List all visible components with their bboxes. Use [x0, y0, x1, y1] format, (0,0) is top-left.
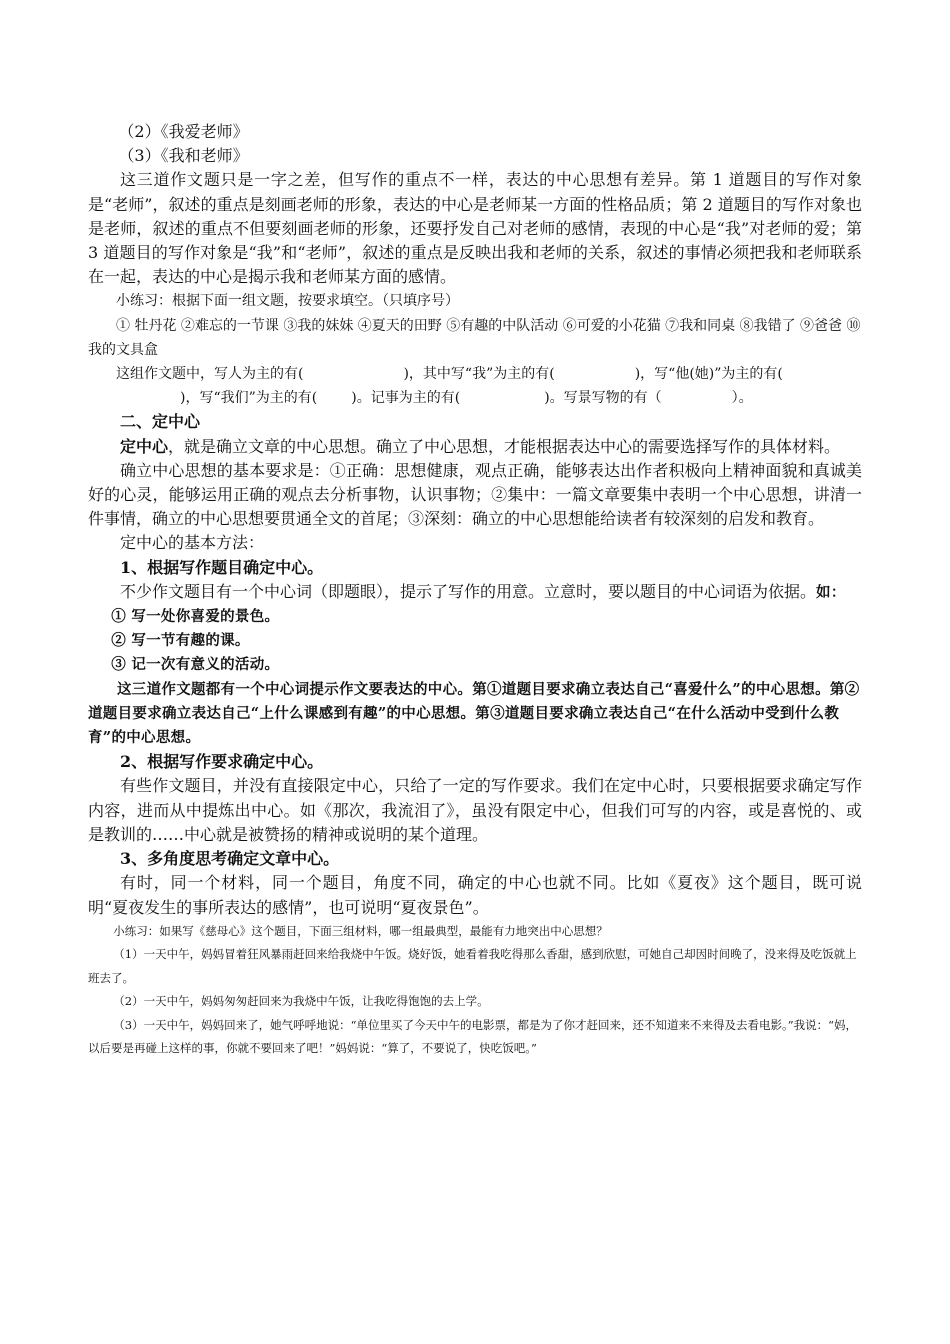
- example-2: ② 写一节有趣的课。: [111, 632, 250, 650]
- examples-explanation: 这三道作文题都有一个中心词提示作文要表达的中心。第①道题目要求确立表达自己“喜爱什么”的中心思想。第②道题目要求确立表达自己“上什么课感到有趣”的中心思想。第③道题目要求确立表达自己“在什么活动中受到什么教育”的中心思想。: [88, 680, 860, 747]
- method-1-heading: 1、根据写作题目确定中心。: [120, 557, 324, 577]
- material-3: （3）一天中午，妈妈回来了，她气呼呼地说：“单位里买了今天中午的电影票，都是为了你才赶回来，还不知道来不来得及去看电影。”我说：“妈，以后要是再碰上这样的事，你就不要回来了吧！”妈妈说：“算了，不要说了，快吃饭吧。”: [88, 1017, 857, 1056]
- paragraph-compare: 这三道作文题只是一字之差，但写作的重点不一样，表达的中心思想有差异。第 1 道题目的写作对象是“老师”，叙述的重点是刻画老师的形象，表达的中心是老师某一方面的性格品质；第 2 道题目的写作对象也是老师，叙述的重点不但要刻画老师的形象，还要抒发自己对老师的感情，表现的中心是“我”对老师的爱；第 3 道题目的写作对象是“我”和“老师”，叙述的重点是反映出我和老师的关系，叙述的事情必须把我和老师联系在一起，表达的中心是揭示我和老师某方面的感情。: [88, 170, 862, 287]
- fill-text-f: )。写景写物的有（: [544, 390, 662, 407]
- example-1: ① 写一处你喜爱的景色。: [111, 608, 280, 626]
- fill-in-blanks: [88, 362, 862, 410]
- fill-text-c: )，写“他(她)”为主的有(: [634, 366, 783, 383]
- method-2-text: 有些作文题目，并没有直接限定中心，只给了一定的写作要求。我们在定中心时，只要根据要求确定写作内容，进而从中提炼出中心。如《那次，我流泪了》，虽没有限定中心，但我们可写的内容，或是喜悦的、或是教训的……中心就是被赞扬的精神或说明的某个道理。: [88, 776, 862, 844]
- title-2: （2）《我爱老师》: [118, 122, 249, 141]
- fill-text-b: )，其中写“我”为主的有(: [403, 366, 555, 383]
- method-3-heading: 3、多角度思考确定文章中心。: [120, 849, 340, 869]
- method-1-ru: 如：: [816, 583, 846, 601]
- title-3: （3）《我和老师》: [118, 146, 249, 166]
- example-3: ③ 记一次有意义的活动。: [111, 656, 280, 674]
- definition: [88, 435, 862, 459]
- requirements: 确立中心思想的基本要求是：①正确：思想健康，观点正确，能够表达出作者积极向上精神面貌和真诚美好的心灵，能够运用正确的观点去分析事物，认识事物；②集中：一篇文章要集中表明一个中心思想，讲清一件事情，确立的中心思想要贯通全文的首尾；③深刻：确立的中心思想能给读者有较深刻的启发和教育。: [88, 460, 862, 529]
- fill-text-g: ）。: [731, 390, 753, 407]
- method-3-text: 有时，同一个材料，同一个题目，角度不同，确定的中心也就不同。比如《夏夜》这个题目，既可说明“夏夜发生的事所表达的感情”，也可说明“夏夜景色”。: [88, 873, 862, 917]
- definition-term: 定中心: [120, 436, 169, 456]
- topics-list: ① 牡丹花 ②难忘的一节课 ③我的妹妹 ④夏天的田野 ⑤有趣的中队活动 ⑥可爱的小花猫 ⑦我和同桌 ⑧我错了 ⑨爸爸 ⑩我的文具盒: [88, 317, 861, 358]
- material-2: （2）一天中午，妈妈匆匆赶回来为我烧中午饭，让我吃得饱饱的去上学。: [113, 994, 489, 1009]
- method-1-text: [88, 580, 862, 605]
- fill-text-d: )，写“我们”为主的有(: [180, 390, 318, 407]
- method-1-body: 不少作文题目有一个中心词（即题眼），提示了写作的用意。立意时，要以题目的中心词语为依据。: [120, 581, 817, 601]
- material-1: （1）一天中午，妈妈冒着狂风暴雨赶回来给我烧中午饭。烧好饭，她看着我吃得那么香甜，感到欣慰，可她自己却因时间晚了，没来得及吃饭就上班去了。: [88, 947, 857, 985]
- definition-text: ，就是确立文章的中心思想。确立了中心思想，才能根据表达中心的需要选择写作的具体材料。: [168, 436, 841, 456]
- methods-intro: 定中心的基本方法：: [120, 533, 265, 553]
- exercise-1: 小练习：根据下面一组文题，按要求填空。（只填序号）: [116, 293, 459, 310]
- exercise-2: 小练习：如果写《慈母心》这个题目，下面三组材料，哪一组最典型，最能有力地突出中心思想？: [113, 923, 608, 938]
- method-2-heading: 2、根据写作要求确定中心。: [120, 752, 324, 772]
- fill-text-a: 这组作文题中，写人为主的有(: [116, 366, 304, 383]
- fill-text-e: )。记事为主的有(: [351, 390, 461, 407]
- section-heading-2: 二、定中心: [120, 412, 201, 432]
- document-page: [88, 120, 862, 1061]
